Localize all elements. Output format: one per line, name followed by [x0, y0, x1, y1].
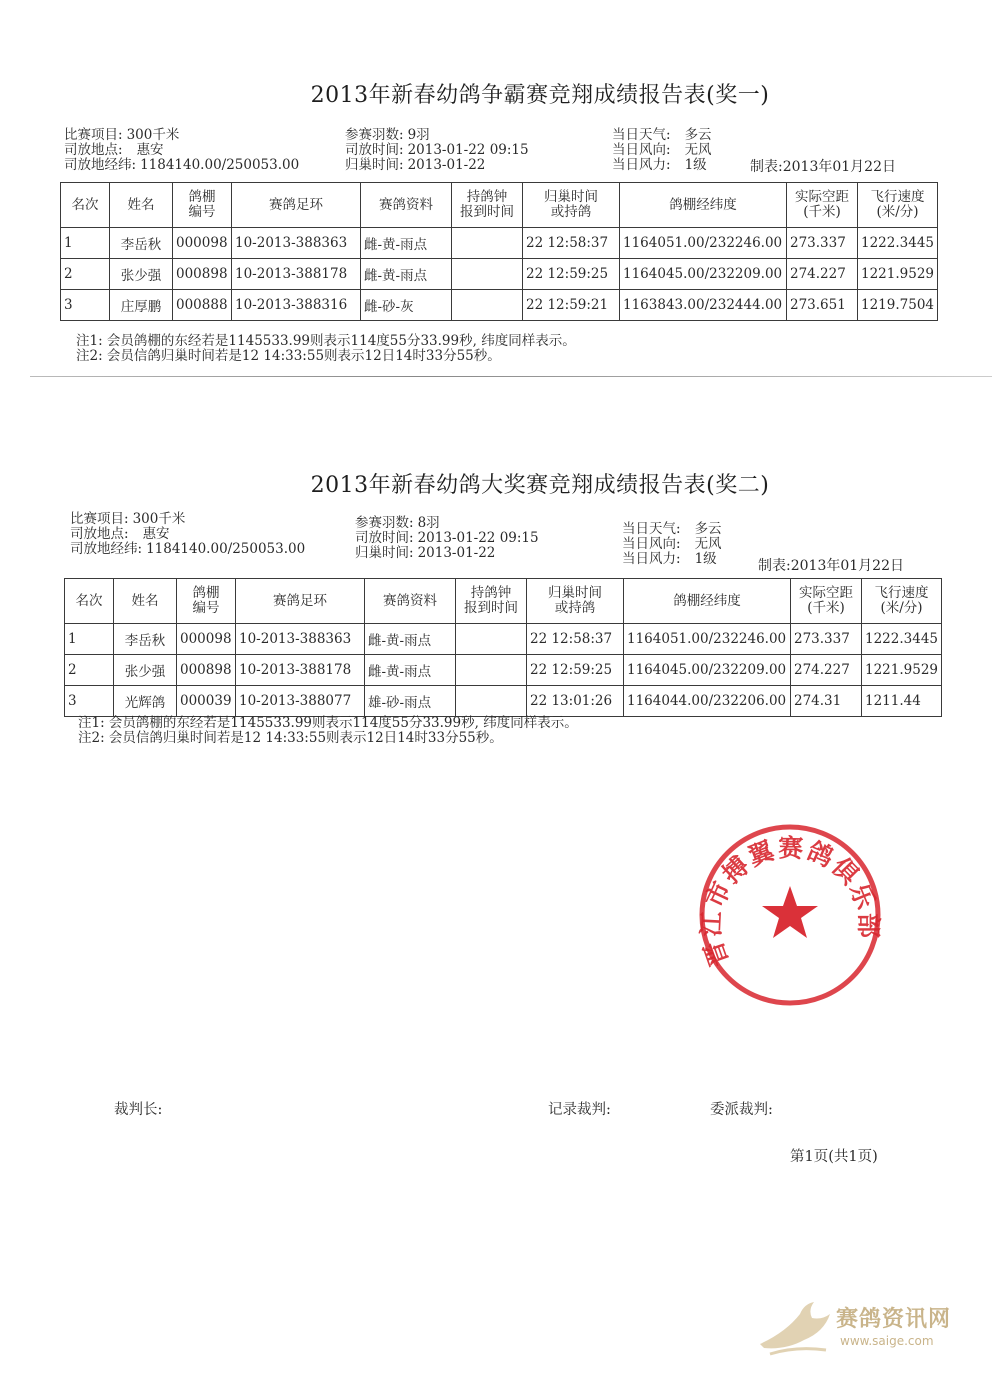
site-watermark [756, 1288, 976, 1368]
note-1: 注1: 会员鸽棚的东经若是1145533.99则表示114度55分33.99秒, 纬度同样表示。 [76, 333, 576, 349]
meta-left: 比赛项目: 300千米 司放地点: 惠安 司放地经纬: 1184140.00/250053.00 [64, 127, 300, 173]
table-row: 2 张少强 000898 10-2013-388178 雌-黄-雨点 22 12:59:25 1164045.00/232209.00 274.227 1221.9529 [65, 655, 942, 686]
chief-referee-label: 裁判长: [114, 1102, 163, 1118]
tear-line [30, 376, 992, 377]
pigeon-logo-icon [756, 1288, 836, 1368]
meta-right: 当日天气: 多云 当日风向: 无风 当日风力: 1级 [612, 127, 712, 173]
meta-right: 当日天气: 多云 当日风向: 无风 当日风力: 1级 [622, 521, 722, 567]
table-row: 1 李岳秋 000098 10-2013-388363 雌-黄-雨点 22 12:58:37 1164051.00/232246.00 273.337 1222.3445 [61, 228, 938, 259]
note-2: 注2: 会员信鸽归巢时间若是12 14:33:55则表示12日14时33分55秒。 [76, 348, 501, 364]
report-title: 2013年新春幼鸽争霸赛竞翔成绩报告表(奖一) [310, 83, 770, 108]
table-row: 1 李岳秋 000098 10-2013-388363 雌-黄-雨点 22 12:58:37 1164051.00/232246.00 273.337 1222.3445 [65, 624, 942, 655]
table-row: 3 光辉鸽 000039 10-2013-388077 雄-砂-雨点 22 13:01:26 1164044.00/232206.00 274.31 1211.44 [65, 686, 942, 717]
meta-mid: 参赛羽数: 9羽 司放时间: 2013-01-22 09:15 归巢时间: 2013-01-22 [345, 127, 529, 173]
record-referee-label: 记录裁判: [548, 1102, 611, 1118]
notes [76, 334, 576, 364]
seal-star-icon [762, 886, 818, 938]
report-title: 2013年新春幼鸽大奖赛竞翔成绩报告表(奖二) [310, 473, 770, 498]
notes [78, 716, 578, 746]
maker-date: 制表:2013年01月22日 [750, 159, 896, 175]
note-2: 注2: 会员信鸽归巢时间若是12 14:33:55则表示12日14时33分55秒。 [78, 730, 503, 746]
table-header-row: 名次 姓名 鸽棚 编号 赛鸽足环 赛鸽资料 持鸽钟 报到时间 归巢时间 或持鸽 鸽棚经纬度 实际空距 (千米) 飞行速度 (米/分) [61, 183, 938, 228]
table-row: 2 张少强 000898 10-2013-388178 雌-黄-雨点 22 12:59:25 1164045.00/232209.00 274.227 1221.9529 [61, 259, 938, 290]
meta-left: 比赛项目: 300千米 司放地点: 惠安 司放地经纬: 1184140.00/250053.00 [70, 511, 306, 557]
table-row: 3 庄厚鹏 000888 10-2013-388316 雌-砂-灰 22 12:59:21 1163843.00/232444.00 273.651 1219.7504 [61, 290, 938, 321]
maker-date: 制表:2013年01月22日 [758, 558, 904, 574]
note-1: 注1: 会员鸽棚的东经若是1145533.99则表示114度55分33.99秒, 纬度同样表示。 [78, 715, 578, 731]
table-header-row: 名次 姓名 鸽棚 编号 赛鸽足环 赛鸽资料 持鸽钟 报到时间 归巢时间 或持鸽 鸽棚经纬度 实际空距 (千米) 飞行速度 (米/分) [65, 579, 942, 624]
seal-text: 晋江市搏翼赛鸽俱乐部 [696, 833, 884, 971]
watermark-url: www.saige.com [840, 1334, 934, 1348]
watermark-title: 赛鸽资讯网 [836, 1307, 952, 1332]
club-seal-stamp [695, 820, 885, 1010]
assigned-referee-label: 委派裁判: [710, 1102, 773, 1118]
results-table [60, 182, 938, 321]
page-number: 第1页(共1页) [790, 1149, 878, 1165]
results-table [64, 578, 942, 717]
meta-mid: 参赛羽数: 8羽 司放时间: 2013-01-22 09:15 归巢时间: 2013-01-22 [355, 515, 539, 561]
